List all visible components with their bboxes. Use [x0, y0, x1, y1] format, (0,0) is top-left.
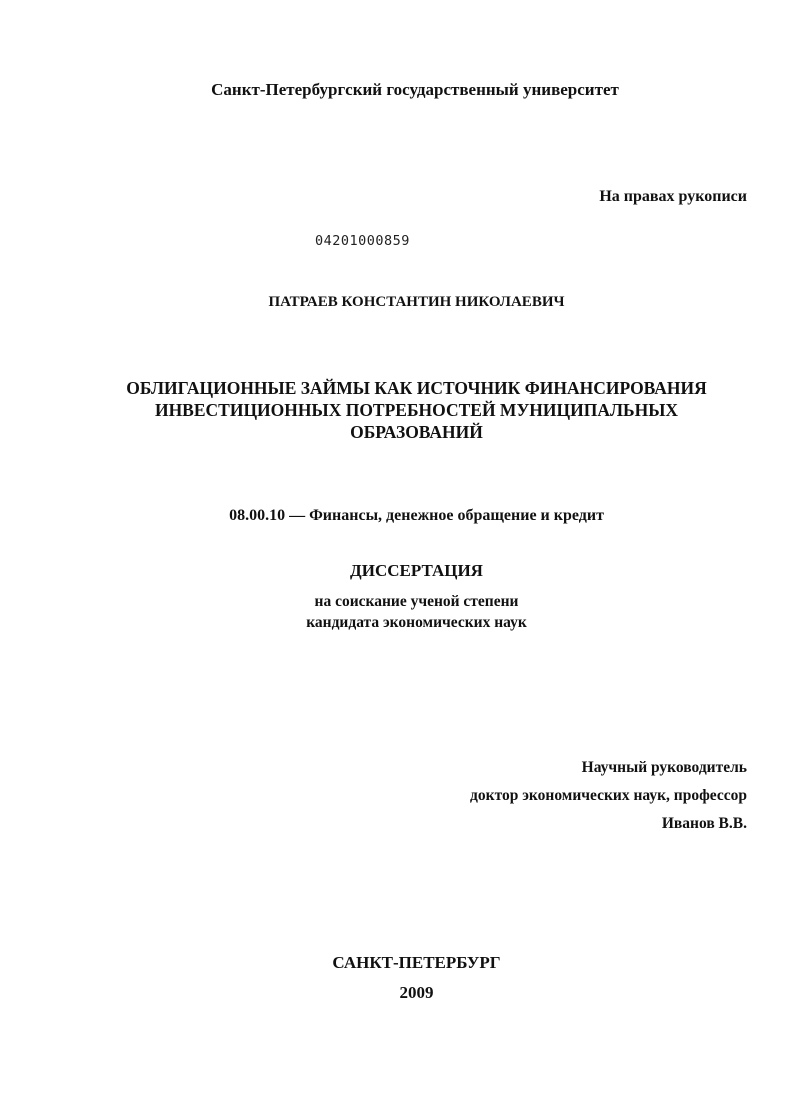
title-line: ОБРАЗОВАНИЙ	[350, 422, 483, 442]
title-line: ОБЛИГАЦИОННЫЕ ЗАЙМЫ КАК ИСТОЧНИК ФИНАНСИРОВАНИЯ	[126, 378, 707, 398]
supervisor-label: Научный руководитель	[581, 759, 747, 776]
dissertation-title	[0, 377, 797, 443]
supervisor-credentials: доктор экономических наук, профессор	[470, 787, 747, 804]
supervisor-block	[470, 754, 747, 838]
author-name: ПАТРАЕВ КОНСТАНТИН НИКОЛАЕВИЧ	[268, 294, 565, 310]
degree-line: кандидата экономических наук	[306, 614, 527, 631]
city: САНКТ-ПЕТЕРБУРГ	[332, 953, 501, 972]
degree-line: на соискание ученой степени	[314, 593, 519, 610]
document-type: ДИССЕРТАЦИЯ	[350, 561, 483, 580]
specialty-code: 08.00.10 — Финансы, денежное обращение и кредит	[229, 507, 604, 524]
supervisor-name: Иванов В.В.	[661, 815, 747, 832]
year: 2009	[399, 983, 434, 1002]
manuscript-note: На правах рукописи	[599, 188, 747, 205]
title-line: ИНВЕСТИЦИОННЫХ ПОТРЕБНОСТЕЙ МУНИЦИПАЛЬНЫХ	[154, 400, 679, 420]
university-name: Санкт-Петербургский государственный университет	[211, 80, 619, 99]
inventory-number: 04201000859	[315, 233, 410, 249]
degree-info	[0, 591, 797, 633]
